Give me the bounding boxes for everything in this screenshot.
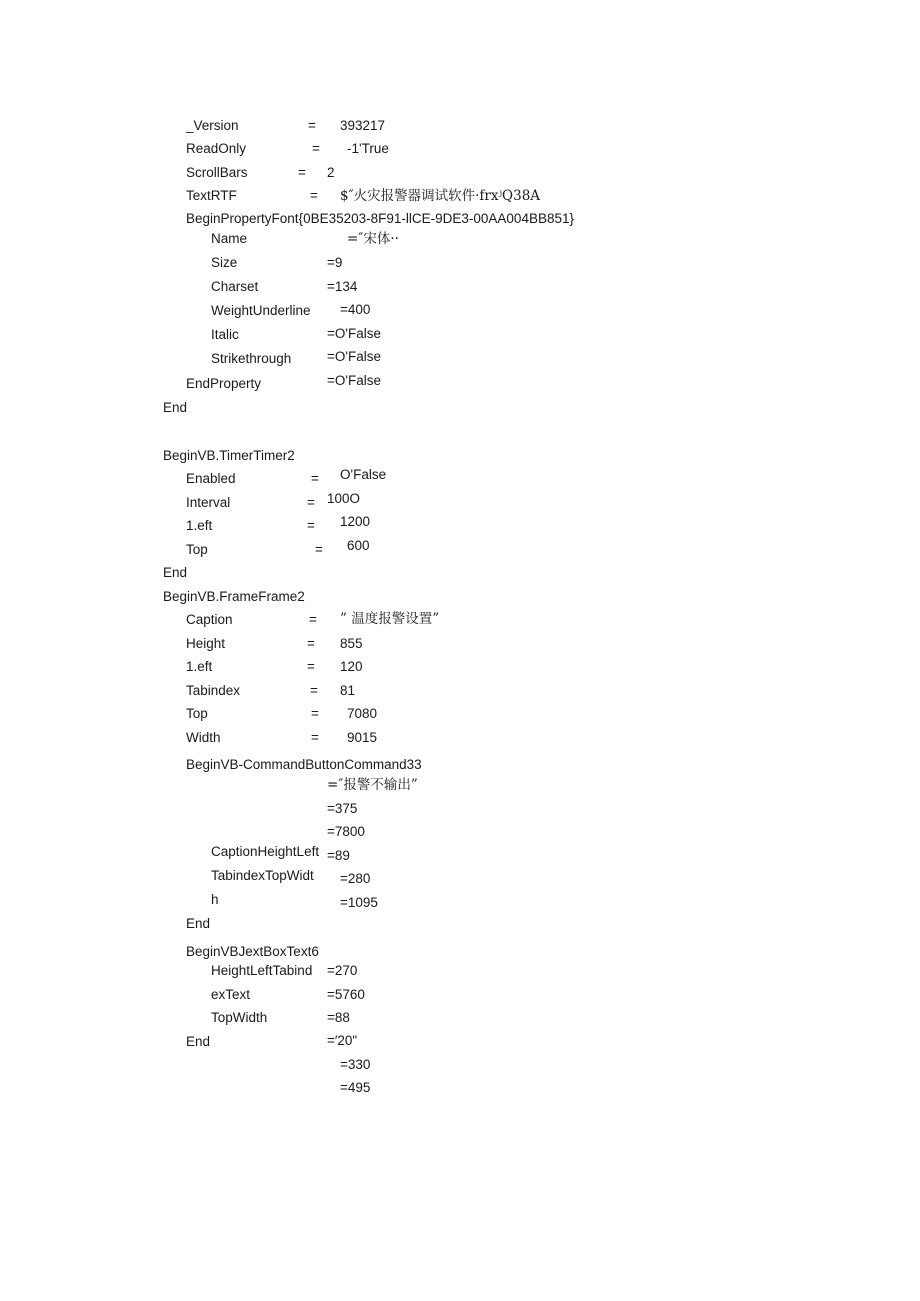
property-key: Interval [186, 495, 231, 510]
property-value: 600 [347, 538, 370, 553]
property-value: 9015 [347, 730, 378, 745]
property-value: =O'False [327, 349, 381, 364]
property-key: CaptionHeightLeft [211, 844, 320, 859]
property-key: exText [211, 987, 251, 1002]
block-end: End [163, 565, 188, 580]
property-key: Enabled [186, 471, 236, 486]
property-key: Height [186, 636, 226, 651]
equals-sign: = [311, 706, 319, 721]
property-value: 120 [340, 659, 363, 674]
block-end: EndProperty [186, 376, 262, 391]
equals-sign: = [310, 683, 318, 698]
block-end: End [186, 916, 211, 931]
block-begin: BeginVB-CommandButtonCommand33 [186, 757, 422, 772]
property-value: =330 [340, 1057, 371, 1072]
property-key: TopWidth [211, 1010, 268, 1025]
property-value: =270 [327, 963, 358, 978]
block-begin: BeginVB.FrameFrame2 [163, 589, 305, 604]
property-value: ” 温度报警设置” [340, 611, 440, 627]
equals-sign: = [307, 495, 315, 510]
property-key: TabindexTopWidt [211, 868, 314, 883]
property-value: =88 [327, 1010, 350, 1025]
property-value: =9 [327, 255, 343, 270]
equals-sign: = [307, 518, 315, 533]
property-value: 1200 [340, 514, 371, 529]
property-key: Width [186, 730, 221, 745]
block-end: End [163, 400, 188, 415]
property-value: =O'False [327, 326, 381, 341]
property-key: Tabindex [186, 683, 241, 698]
property-key: 1.eft [186, 518, 213, 533]
property-value: =400 [340, 302, 371, 317]
property-key: ScrollBars [186, 165, 248, 180]
property-value: =375 [327, 801, 358, 816]
property-value: 2 [327, 165, 335, 180]
property-key: Size [211, 255, 238, 270]
property-value: -1'True [347, 141, 389, 156]
equals-sign: = [307, 659, 315, 674]
property-value: =495 [340, 1080, 371, 1095]
property-key: ReadOnly [186, 141, 247, 156]
property-value: =O'False [327, 373, 381, 388]
property-key: Name [211, 231, 248, 246]
property-value: =″宋体·· [347, 231, 399, 247]
property-key: Top [186, 706, 208, 721]
equals-sign: = [308, 118, 316, 133]
equals-sign: = [315, 542, 323, 557]
property-value: 100O [327, 491, 361, 506]
property-key: h [211, 892, 219, 907]
property-value: O'False [340, 467, 387, 482]
block-end: End [186, 1034, 211, 1049]
property-key: _Version [186, 118, 239, 133]
property-value: =5760 [327, 987, 365, 1002]
property-key: Top [186, 542, 208, 557]
property-key: Strikethrough [211, 351, 292, 366]
property-key: 1.eft [186, 659, 213, 674]
property-key: Caption [186, 612, 233, 627]
equals-sign: = [311, 471, 319, 486]
property-value: =280 [340, 871, 371, 886]
property-value: =1095 [340, 895, 378, 910]
property-key: TextRTF [186, 188, 237, 203]
property-value: =7800 [327, 824, 365, 839]
property-value: 855 [340, 636, 363, 651]
property-value: =134 [327, 279, 358, 294]
property-value: 7080 [347, 706, 378, 721]
property-key: WeightUnderline [211, 303, 311, 318]
equals-sign: = [312, 141, 320, 156]
property-value: =89 [327, 848, 350, 863]
property-value: =′20" [327, 1033, 358, 1048]
block-begin: BeginVB.TimerTimer2 [163, 448, 295, 463]
property-key: Italic [211, 327, 239, 342]
property-value: 81 [340, 683, 356, 698]
equals-sign: = [298, 165, 306, 180]
equals-sign: = [311, 730, 319, 745]
property-key: HeightLeftTabind [211, 963, 313, 978]
block-begin: BeginVBJextBoxText6 [186, 944, 319, 959]
equals-sign: = [307, 636, 315, 651]
block-begin: BeginPropertyFont{0BE35203-8F91-llCE-9DE3-00AA004BB851} [186, 211, 574, 226]
property-key: Charset [211, 279, 259, 294]
equals-sign: = [310, 188, 318, 203]
property-value: 393217 [340, 118, 386, 133]
equals-sign: = [309, 612, 317, 627]
property-value: $″火灾报警器调试软件·frxʲQ38A [340, 188, 541, 204]
property-value: =″报警不输出” [327, 777, 418, 793]
